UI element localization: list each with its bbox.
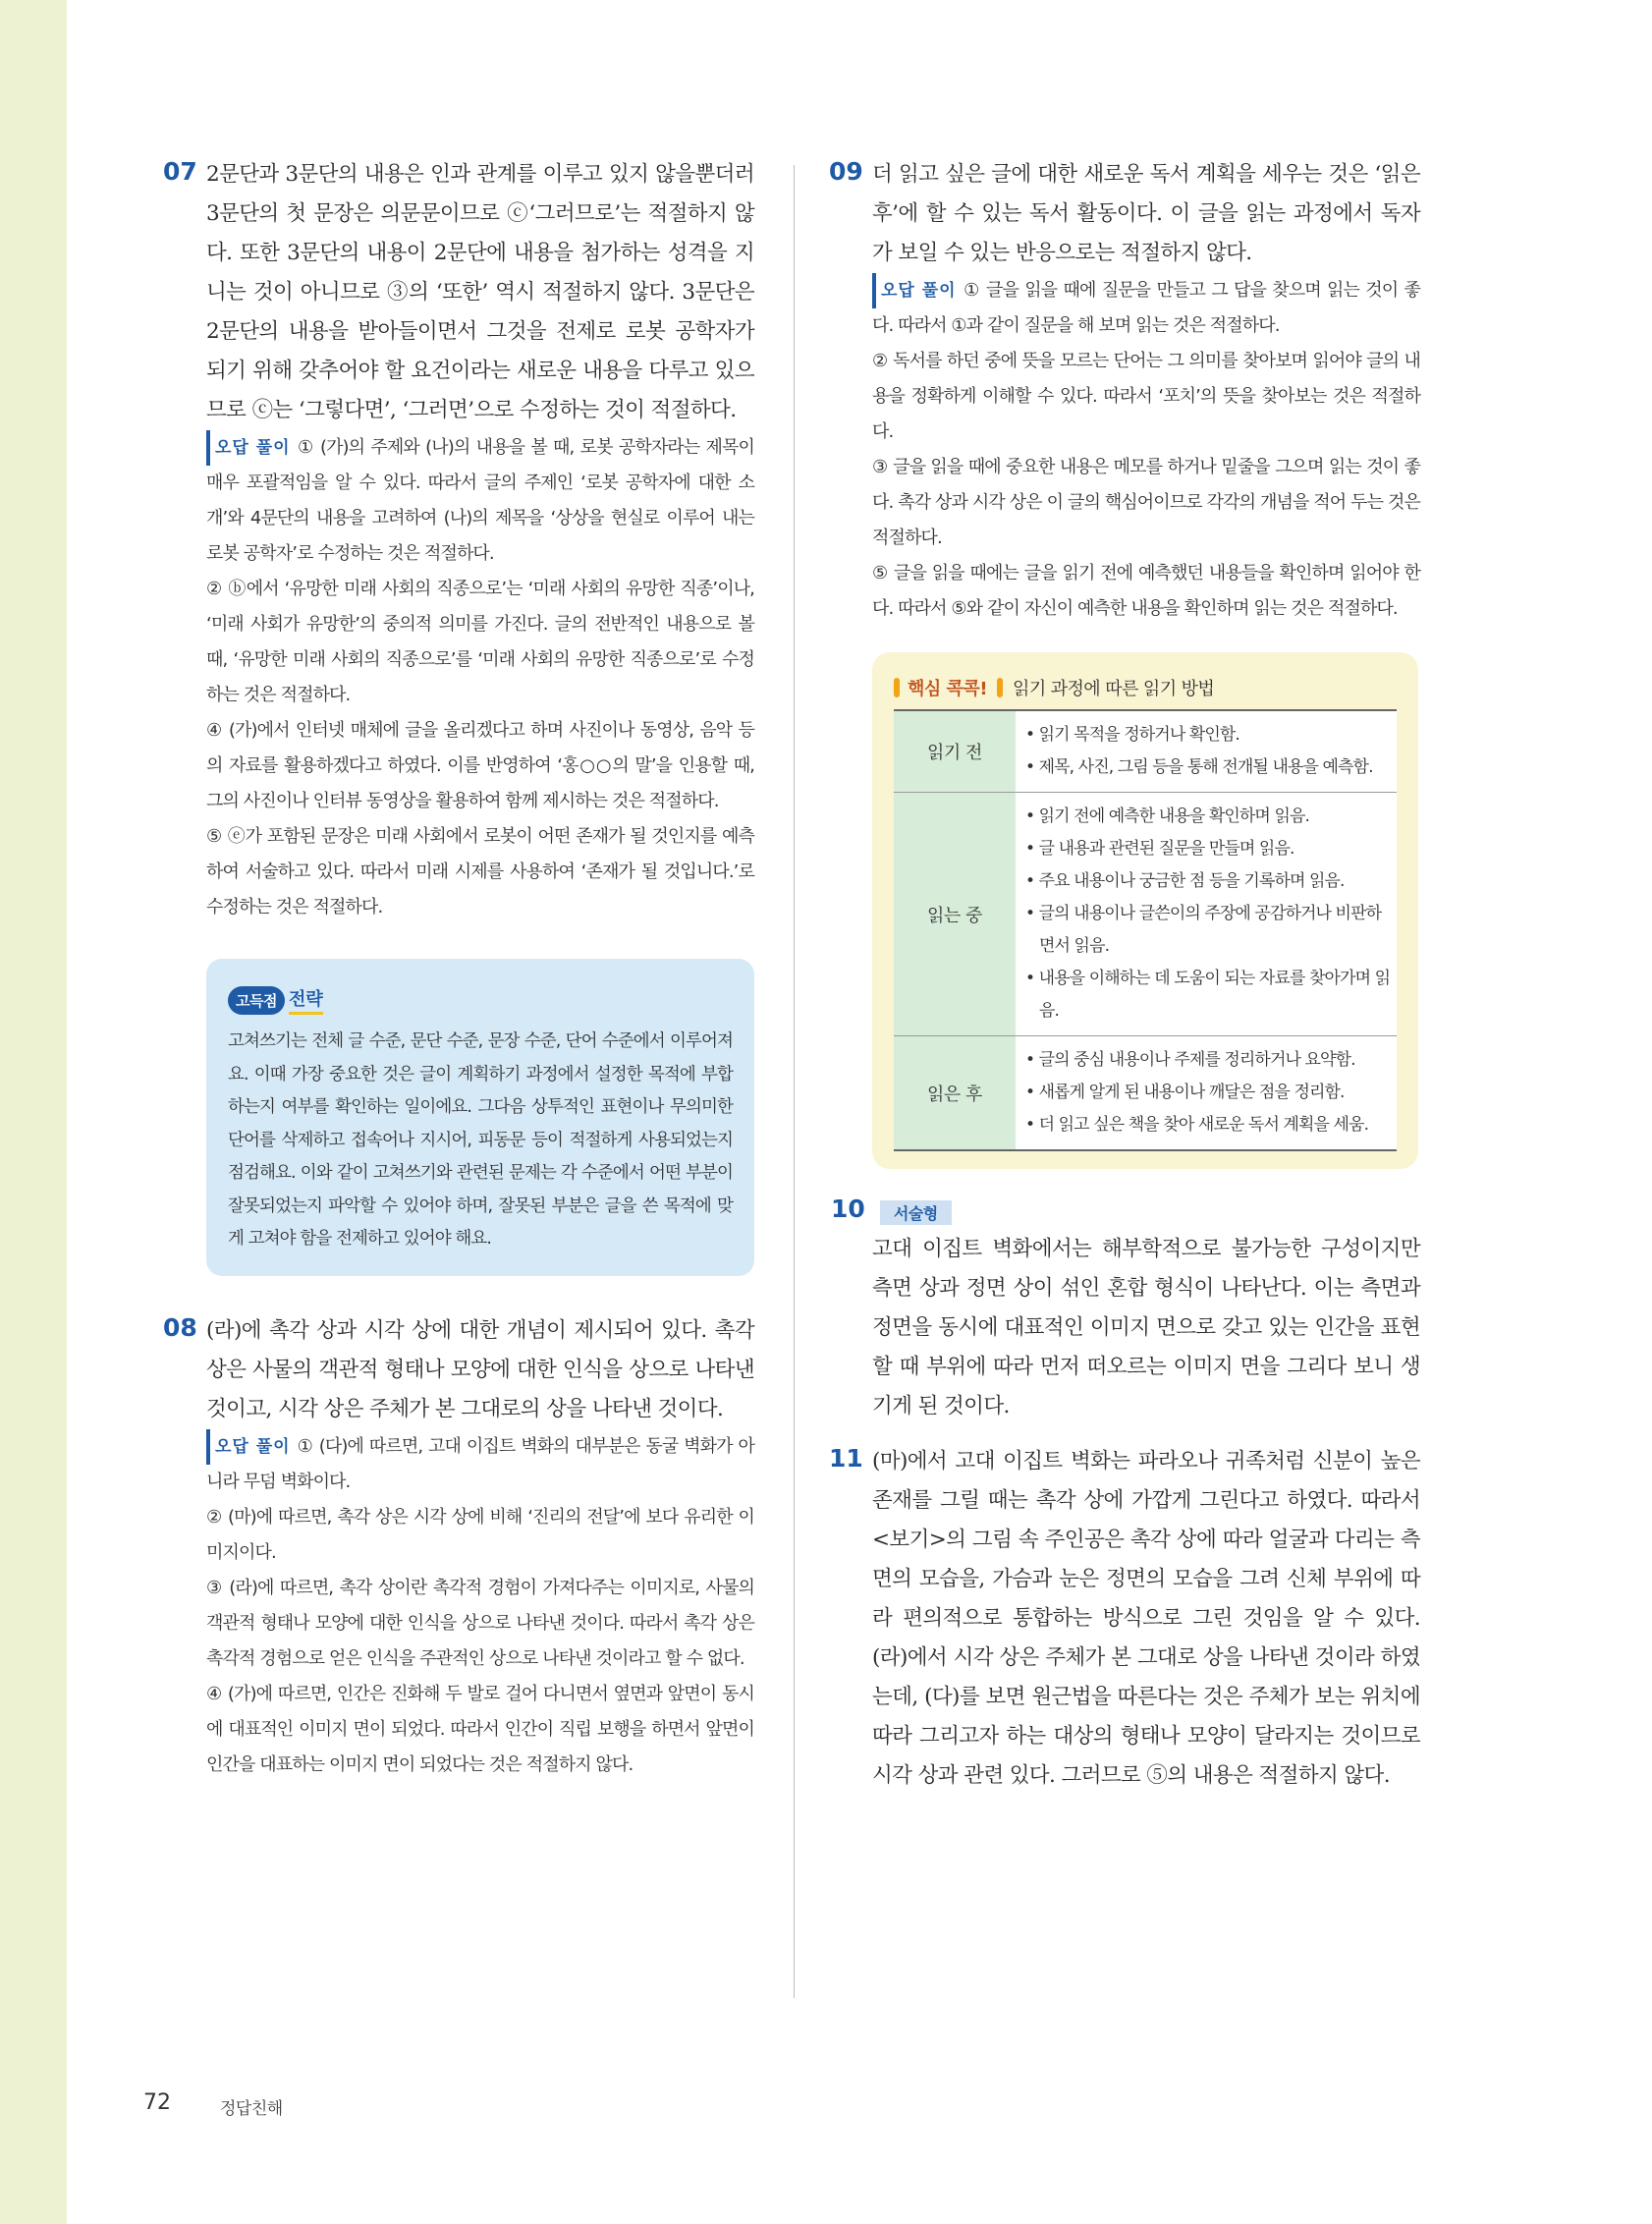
page-number: 72 xyxy=(143,2090,171,2115)
table-row xyxy=(894,1036,1397,1151)
question-number: 10 xyxy=(831,1195,865,1223)
wrong-answer-tag: 오답 풀이 xyxy=(206,1429,291,1465)
explanation-item: ② (마)에 따르면, 촉각 상은 시각 상에 비해 ‘진리의 전달’에 보다 유리한 이미지이다. xyxy=(206,1506,754,1563)
list-item: • 내용을 이해하는 데 도움이 되는 자료를 찾아가며 읽음. xyxy=(1025,969,1391,1021)
wrong-answer-tag: 오답 풀이 xyxy=(872,273,957,308)
strategy-badge: 고득점 xyxy=(228,986,285,1015)
question-number: 07 xyxy=(163,157,197,186)
explanation-item: ① 글을 읽을 때에 질문을 만들고 그 답을 찾으며 읽는 것이 좋다. 따라서 ①과 같이 질문을 해 보며 읽는 것은 적절하다. xyxy=(872,280,1420,336)
stage-cell: 읽는 중 xyxy=(894,793,1016,1036)
explanation-item: ④ (가)에 따르면, 인간은 진화해 두 발로 걸어 다니면서 옆면과 앞면이 동시에 대표적인 이미지 면이 되었다. 따라서 인간이 직립 보행을 하면서 앞면이 인간을 대표하는 이미지 면이 되었다는 것은 적절하지 않다. xyxy=(206,1683,754,1775)
list-item: • 주요 내용이나 궁금한 점 등을 기록하며 읽음. xyxy=(1025,871,1345,891)
explanation-item: ② 독서를 하던 중에 뜻을 모르는 단어는 그 의미를 찾아보며 읽어야 글의 내용을 정확하게 이해할 수 있다. 따라서 ‘포치’의 뜻을 찾아보는 것은 적절하다. xyxy=(872,351,1420,442)
list-item: • 새롭게 알게 된 내용이나 깨달은 점을 정리함. xyxy=(1025,1083,1345,1102)
high-score-strategy-box xyxy=(206,959,754,1276)
wrong-answer-explanation xyxy=(206,430,754,572)
table-row xyxy=(894,793,1397,1036)
right-column xyxy=(831,155,1420,1796)
reading-method-table xyxy=(894,709,1397,1151)
footer-label: 정답친해 xyxy=(220,2099,283,2119)
answer-explanation: 더 읽고 싶은 글에 대한 새로운 독서 계획을 세우는 것은 ‘읽은 후’에 할 수 있는 독서 활동이다. 이 글을 읽는 과정에서 독자가 보일 수 있는 반응으로는 적절하지 않다. xyxy=(872,162,1420,265)
question-number: 09 xyxy=(829,157,863,186)
explanation-item: ① (다)에 따르면, 고대 이집트 벽화의 대부분은 동굴 벽화가 아니라 무덤 벽화이다. xyxy=(206,1435,754,1492)
explanation-item: ② ⓑ에서 ‘유망한 미래 사회의 직종으로’는 ‘미래 사회의 유망한 직종’이나, ‘미래 사회가 유망한’의 중의적 의미를 가진다. 글의 전반적인 내용으로 볼 때, ‘유망한 미래 사회의 직종으로’를 ‘미래 사회의 유망한 직종으로’로 수정하는 것은 적절하다. xyxy=(206,579,754,705)
stage-cell: 읽기 전 xyxy=(894,710,1016,793)
method-cell xyxy=(1016,1036,1397,1151)
list-item: • 글의 중심 내용이나 주제를 정리하거나 요약함. xyxy=(1025,1050,1355,1070)
wrong-answer-explanation xyxy=(206,1429,754,1500)
question-08 xyxy=(165,1311,754,1783)
key-point-title: 읽기 과정에 따른 읽기 방법 xyxy=(1013,679,1215,699)
table-row xyxy=(894,710,1397,793)
question-number: 08 xyxy=(163,1312,197,1342)
key-point-box xyxy=(872,652,1418,1169)
wrong-answer-tag: 오답 풀이 xyxy=(206,430,291,466)
question-number: 11 xyxy=(829,1444,863,1473)
explanation-item: ① (가)의 주제와 (나)의 내용을 볼 때, 로봇 공학자라는 제목이 매우 포괄적임을 알 수 있다. 따라서 글의 주제인 ‘로봇 공학자에 대한 소개’와 4문단의 내용을 고려하여 (나)의 제목을 ‘상상을 현실로 이루어 내는 로봇 공학자’로 수정하는 것은 적절하다. xyxy=(206,437,754,564)
strategy-word: 전략 xyxy=(289,985,323,1015)
key-point-header xyxy=(894,670,1397,705)
bullet-pill-icon xyxy=(997,678,1003,697)
left-column xyxy=(165,155,754,1783)
question-10 xyxy=(831,1195,1420,1426)
explanation-item: ③ (라)에 따르면, 촉각 상이란 촉각적 경험이 가져다주는 이미지로, 사물의 객관적 형태나 모양에 대한 인식을 상으로 나타낸 것이다. 따라서 촉각 상은 촉각적 경험으로 얻은 인식을 주관적인 상으로 나타낸 것이라고 할 수 없다. xyxy=(206,1577,754,1669)
list-item: • 읽기 목적을 정하거나 확인함. xyxy=(1025,725,1239,745)
method-cell xyxy=(1016,793,1397,1036)
explanation-item: ③ 글을 읽을 때에 중요한 내용은 메모를 하거나 밑줄을 그으며 읽는 것이 좋다. 촉각 상과 시각 상은 이 글의 핵심어이므로 각각의 개념을 적어 두는 것은 적절하다. xyxy=(872,457,1420,548)
answer-explanation: (라)에 촉각 상과 시각 상에 대한 개념이 제시되어 있다. 촉각 상은 사물의 객관적 형태나 모양에 대한 인식을 상으로 나타낸 것이고, 시각 상은 주체가 본 그대로의 상을 나타낸 것이다. xyxy=(206,1317,754,1421)
question-07 xyxy=(165,155,754,925)
answer-explanation: 2문단과 3문단의 내용은 인과 관계를 이루고 있지 않을뿐더러 3문단의 첫 문장은 의문문이므로 ⓒ‘그러므로’는 적절하지 않다. 또한 3문단의 내용이 2문단에 내용을 첨가하는 성격을 지니는 것이 아니므로 ③의 ‘또한’ 역시 적절하지 않다. 3문단은 2문단의 내용을 받아들이면서 그것을 전제로 로봇 공학자가 되기 위해 갖추어야 할 요건이라는 새로운 내용을 다루고 있으므로 ⓒ는 ‘그렇다면’, ‘그러면’으로 수정하는 것이 적절하다. xyxy=(206,162,754,422)
wrong-answer-explanation xyxy=(872,273,1420,344)
strategy-title xyxy=(228,978,733,1022)
explanation-item: ⑤ 글을 읽을 때에는 글을 읽기 전에 예측했던 내용들을 확인하며 읽어야 한다. 따라서 ⑤와 같이 자신이 예측한 내용을 확인하며 읽는 것은 적절하다. xyxy=(872,563,1420,619)
list-item: • 더 읽고 싶은 책을 찾아 새로운 독서 계획을 세움. xyxy=(1025,1115,1369,1135)
question-11 xyxy=(831,1442,1420,1796)
question-09 xyxy=(831,155,1420,627)
stage-cell: 읽은 후 xyxy=(894,1036,1016,1151)
page-side-strip xyxy=(0,0,67,2224)
list-item: • 읽기 전에 예측한 내용을 확인하며 읽음. xyxy=(1025,806,1310,826)
key-point-label: 핵심 콕콕! xyxy=(908,679,988,699)
explanation-item: ④ (가)에서 인터넷 매체에 글을 올리겠다고 하며 사진이나 동영상, 음악 등의 자료를 활용하겠다고 하였다. 이를 반영하여 ‘홍○○의 말’을 인용할 때, 그의 사진이나 인터뷰 동영상을 활용하여 함께 제시하는 것은 적절하다. xyxy=(206,720,754,811)
list-item: • 제목, 사진, 그림 등을 통해 전개될 내용을 예측함. xyxy=(1025,757,1373,777)
essay-type-badge: 서술형 xyxy=(880,1200,952,1225)
explanation-item: ⑤ ⓔ가 포함된 문장은 미래 사회에서 로봇이 어떤 존재가 될 것인지를 예측하여 서술하고 있다. 따라서 미래 시제를 사용하여 ‘존재가 될 것입니다.’로 수정하는 것은 적절하다. xyxy=(206,826,754,917)
method-cell xyxy=(1016,710,1397,793)
list-item: • 글의 내용이나 글쓴이의 주장에 공감하거나 비판하면서 읽음. xyxy=(1025,904,1382,956)
question-header xyxy=(831,1195,1420,1230)
answer-explanation: (마)에서 고대 이집트 벽화는 파라오나 귀족처럼 신분이 높은 존재를 그릴 때는 촉각 상에 가깝게 그린다고 하였다. 따라서 <보기>의 그림 속 주인공은 촉각 상에 따라 얼굴과 다리는 측면의 모습을, 가슴과 눈은 정면의 모습을 그려 신체 부위에 따라 편의적으로 통합하는 방식으로 그린 것임을 알 수 있다. (라)에서 시각 상은 주체가 본 그대로 상을 나타낸 것이라 하였는데, (다)를 보면 원근법을 따른다는 것은 주체가 보는 위치에 따라 그리고자 하는 대상의 형태나 모양이 달라지는 것이므로 시각 상과 관련 있다. 그러므로 ⑤의 내용은 적절하지 않다. xyxy=(872,1449,1420,1788)
strategy-body: 고쳐쓰기는 전체 글 수준, 문단 수준, 문장 수준, 단어 수준에서 이루어져요. 이때 가장 중요한 것은 글이 계획하기 과정에서 설정한 목적에 부합하는지 여부를 확인하는 일이에요. 그다음 상투적인 표현이나 무의미한 단어를 삭제하고 접속어나 지시어, 피동문 등이 적절하게 사용되었는지 점검해요. 이와 같이 고쳐쓰기와 관련된 문제는 각 수준에서 어떤 부분이 잘못되었는지 파악할 수 있어야 하며, 잘못된 부분은 글을 쓴 목적에 맞게 고쳐야 함을 전제하고 있어야 해요. xyxy=(228,1031,733,1249)
column-divider xyxy=(794,165,795,1998)
bullet-pill-icon xyxy=(894,678,900,697)
list-item: • 글 내용과 관련된 질문을 만들며 읽음. xyxy=(1025,839,1294,859)
answer-explanation: 고대 이집트 벽화에서는 해부학적으로 불가능한 구성이지만 측면 상과 정면 상이 섞인 혼합 형식이 나타난다. 이는 측면과 정면을 동시에 대표적인 이미지 면으로 갖고 있는 인간을 표현할 때 부위에 따라 먼저 떠오르는 이미지 면을 그리다 보니 생기게 된 것이다. xyxy=(872,1237,1420,1418)
